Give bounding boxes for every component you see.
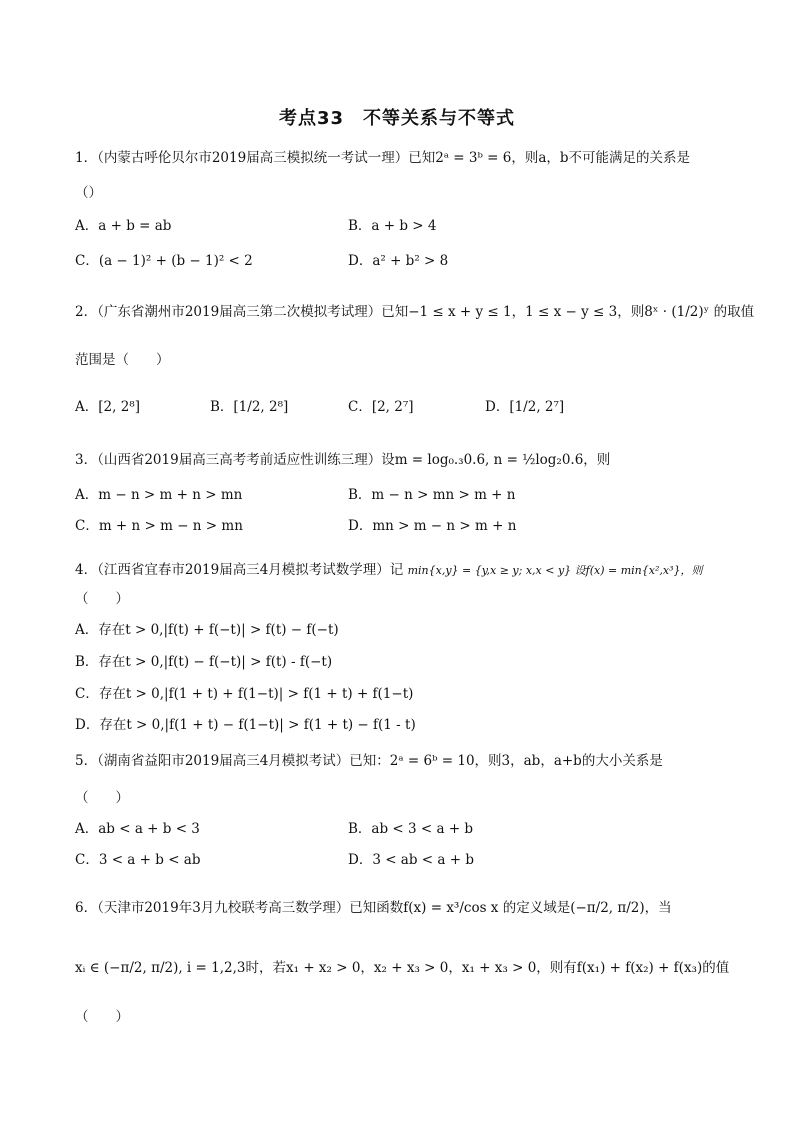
question-4-stem	[75, 560, 702, 581]
question-2-option-c: C．[2, 2⁷]	[348, 399, 414, 415]
question-3-option-b: B．m − n > mn > m + n	[348, 487, 516, 503]
question-5-blank: （ ）	[75, 790, 129, 806]
question-4-blank: （ ）	[75, 591, 129, 607]
question-2-stem: 2．（广东省潮州市2019届高三第二次模拟考试理）已知−1 ≤ x + y ≤ 1，1 ≤ x − y ≤ 3，则8ˣ · (1/2)ʸ 的取值	[75, 304, 755, 320]
question-1-option-a: A．a + b = ab	[75, 218, 172, 234]
question-5-option-d: D．3 < ab < a + b	[348, 852, 474, 868]
question-6-stem-continued: xᵢ ∈ (−π/2, π/2), i = 1,2,3时，若x₁ + x₂ > 0，x₂ + x₃ > 0，x₁ + x₃ > 0，则有f(x₁) + f(x₂) + f(x₃)的值	[75, 960, 730, 976]
question-6-stem: 6．（天津市2019年3月九校联考高三数学理）已知函数f(x) = x³/cos x 的定义域是(−π/2, π/2)，当	[75, 900, 672, 916]
question-4-option-c: C．存在t > 0,|f(1 + t) + f(1−t)| > f(1 + t) + f(1−t)	[75, 686, 414, 702]
question-5-stem: 5．（湖南省益阳市2019届高三4月模拟考试）已知：2ᵃ = 6ᵇ = 10，则3，ab，a+b的大小关系是	[75, 753, 663, 769]
question-1-stem: 1．（内蒙古呼伦贝尔市2019届高三模拟统一考试一理）已知2ᵃ = 3ᵇ = 6，则a，b不可能满足的关系是	[75, 150, 691, 166]
question-1-option-b: B．a + b > 4	[348, 218, 437, 234]
question-4-min-definition: min{x,y} = {y,x ≥ y; x,x < y} 设f(x) = min{x²,x³}，则	[407, 564, 703, 577]
page-title: 考点33 不等关系与不等式	[278, 108, 516, 129]
question-2-option-b: B．[1/2, 2⁸]	[210, 399, 289, 415]
question-1-option-c: C．(a − 1)² + (b − 1)² < 2	[75, 253, 253, 269]
question-5-option-b: B．ab < 3 < a + b	[348, 821, 474, 837]
question-2-stem-continued: 范围是（ ）	[75, 352, 170, 368]
question-2-option-a: A．[2, 2⁸]	[75, 399, 140, 415]
question-3-stem: 3．（山西省2019届高三高考考前适应性训练三理）设m = log₀.₃0.6, n = ½log₂0.6，则	[75, 452, 611, 468]
question-5-option-a: A．ab < a + b < 3	[75, 821, 200, 837]
question-4-stem-text: 4．（江西省宜春市2019届高三4月模拟考试数学理）记	[75, 562, 404, 578]
question-1-blank: （）	[75, 185, 102, 201]
question-4-option-d: D．存在t > 0,|f(1 + t) − f(1−t)| > f(1 + t) − f(1 - t)	[75, 717, 416, 733]
question-3-option-a: A．m − n > m + n > mn	[75, 487, 243, 503]
question-2-option-d: D．[1/2, 2⁷]	[485, 399, 565, 415]
question-6-blank: （ ）	[75, 1009, 129, 1025]
question-3-option-c: C．m + n > m − n > mn	[75, 518, 243, 534]
question-4-option-b: B．存在t > 0,|f(t) − f(−t)| > f(t) - f(−t)	[75, 654, 333, 670]
question-4-option-a: A．存在t > 0,|f(t) + f(−t)| > f(t) − f(−t)	[75, 622, 339, 638]
question-1-option-d: D．a² + b² > 8	[348, 253, 449, 269]
question-5-option-c: C．3 < a + b < ab	[75, 852, 201, 868]
question-3-option-d: D．mn > m − n > m + n	[348, 518, 517, 534]
